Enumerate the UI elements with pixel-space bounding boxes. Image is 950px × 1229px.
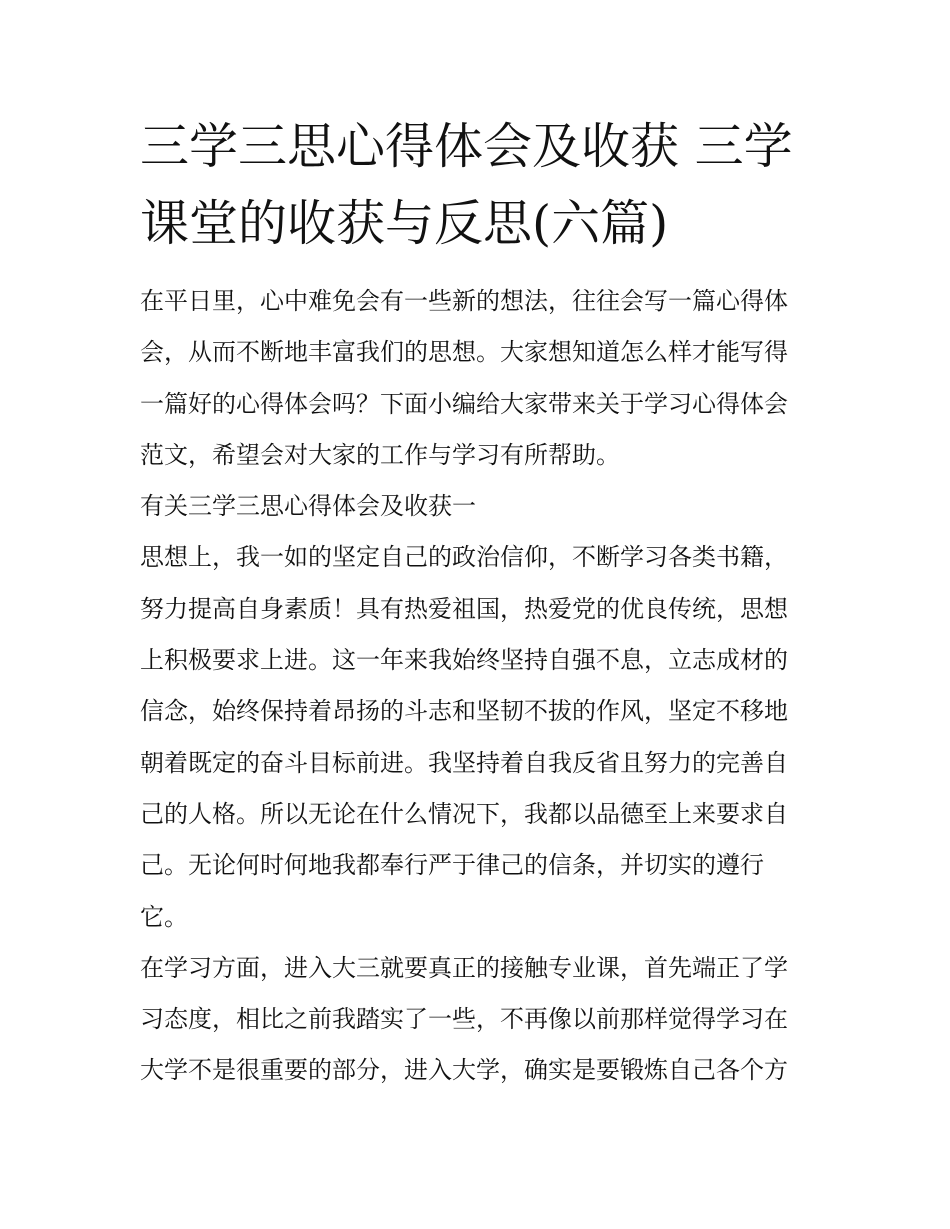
title-spacer bbox=[140, 262, 816, 276]
text-line: 它。 bbox=[140, 902, 188, 931]
document-title bbox=[140, 108, 816, 262]
text-line: 在平日里，心中难免会有一些新的想法，往往会写一篇心得体 bbox=[140, 287, 788, 315]
text-line: 己。无论何时何地我都奉行严于律己的信条，并切实的遵行 bbox=[140, 851, 764, 880]
title-line: 课堂的收获与反思(六篇) bbox=[140, 195, 669, 252]
text-line: 习态度，相比之前我踏实了一些，不再像以前那样觉得学习在 bbox=[140, 1005, 788, 1034]
text-line: 范文，希望会对大家的工作与学习有所帮助。 bbox=[140, 440, 620, 469]
text-line: 信念，始终保持着昂扬的斗志和坚韧不拔的作风，坚定不移地 bbox=[140, 697, 788, 726]
text-line: 朝着既定的奋斗目标前进。我坚持着自我反省且努力的完善自 bbox=[140, 748, 788, 777]
section-heading bbox=[140, 481, 816, 532]
intro-paragraph bbox=[140, 276, 816, 481]
text-line: 在学习方面，进入大三就要真正的接触专业课，首先端正了学 bbox=[140, 953, 788, 982]
title-line: 三学三思心得体会及收获 三学 bbox=[140, 118, 793, 175]
body-paragraph-2 bbox=[140, 943, 816, 1097]
text-line: 一篇好的心得体会吗？下面小编给大家带来关于学习心得体会 bbox=[140, 389, 788, 418]
text-line: 努力提高自身素质！具有热爱祖国，热爱党的优良传统，思想 bbox=[140, 594, 788, 623]
text-line: 有关三学三思心得体会及收获一 bbox=[140, 492, 476, 521]
text-line: 上积极要求上进。这一年来我始终坚持自强不息，立志成材的 bbox=[140, 646, 788, 675]
text-line: 大学不是很重要的部分，进入大学，确实是要锻炼自己各个方 bbox=[140, 1056, 788, 1085]
text-line: 会，从而不断地丰富我们的思想。大家想知道怎么样才能写得 bbox=[140, 338, 788, 367]
text-line: 己的人格。所以无论在什么情况下，我都以品德至上来要求自 bbox=[140, 799, 788, 828]
document-body bbox=[140, 108, 816, 1097]
body-paragraph-1 bbox=[140, 532, 816, 942]
text-line: 思想上，我一如的坚定自己的政治信仰，不断学习各类书籍， bbox=[140, 543, 788, 572]
